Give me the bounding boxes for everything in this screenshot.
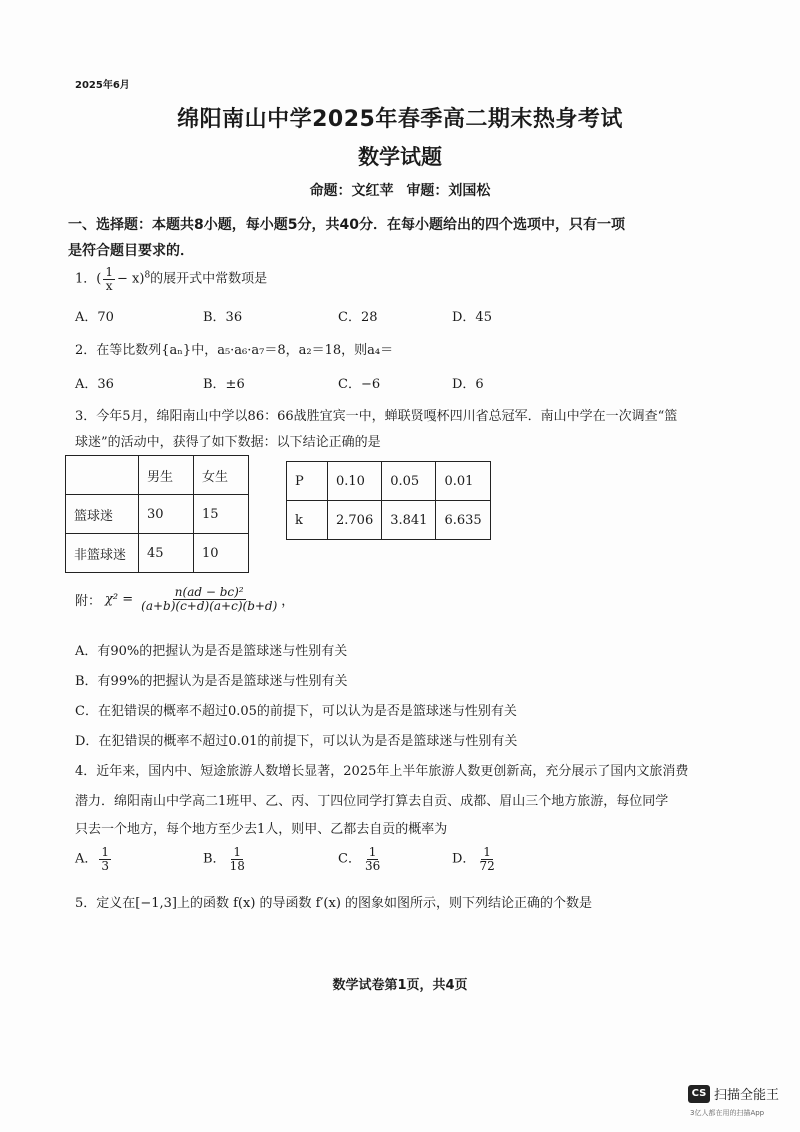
question-4-line1: 4．近年来，国内中、短途旅游人数增长显著，2025年上半年旅游人数更创新高，充分展示了国内文旅消费 xyxy=(75,764,689,779)
q4-option-d: D． $\frac{1}{72}$ xyxy=(452,845,495,873)
q1-option-a: A．70 xyxy=(75,310,114,325)
formula-label: 附： xyxy=(75,593,102,609)
table-cell: 0.05 xyxy=(382,462,436,501)
table-row xyxy=(287,462,491,501)
q1-option-d: D．45 xyxy=(452,310,492,325)
q2-option-c: C．−6 xyxy=(338,377,381,392)
table-cell: 15 xyxy=(194,495,249,534)
table-cell: 男生 xyxy=(139,456,194,495)
table-cell: 3.841 xyxy=(382,501,436,540)
section-heading-line1: 一、选择题：本题共8小题，每小题5分，共40分．在每小题给出的四个选项中，只有一项 xyxy=(68,217,625,233)
table-cell: 非篮球迷 xyxy=(66,534,139,573)
setter: 命题：文红苹 xyxy=(309,183,394,199)
table-cell: 0.10 xyxy=(328,462,382,501)
question-1: 1．( $\frac{1}{x}$ − x)$^8$的展开式中常数项是 xyxy=(75,265,268,293)
q1-expr: − x) xyxy=(117,271,145,287)
chi-square-formula: 附： χ² = $\frac{\text{n(ad − bc)²}}{(a+b)(c+d)(a+c)(b+d)}$ ， xyxy=(75,585,295,613)
reviewer: 审题：刘国松 xyxy=(406,183,491,199)
question-2: 2．在等比数列{aₙ}中，a₅·a₆·a₇＝8，a₂＝18，则a₄＝ xyxy=(75,343,394,358)
q4-option-a: A． $\frac{1}{3}$ xyxy=(75,845,110,873)
q2-option-b: B．±6 xyxy=(203,377,245,392)
exam-subject: 数学试题 xyxy=(358,145,442,169)
table-cell: P xyxy=(287,462,328,501)
cs-logo-icon: CS xyxy=(688,1085,710,1103)
exam-authors xyxy=(0,180,800,200)
exam-title: 绵阳南山中学2025年春季高二期末热身考试 xyxy=(177,107,623,132)
question-5: 5．定义在[−1,3]上的函数 f(x) 的导函数 f′(x) 的图象如图所示，则下列结论正确的个数是 xyxy=(75,896,593,911)
q4-option-b: B． $\frac{1}{18}$ xyxy=(203,845,245,873)
table-cell: 10 xyxy=(194,534,249,573)
gender-fan-table xyxy=(65,455,249,573)
q3-option-c: C．在犯错误的概率不超过0.05的前提下，可以认为是否是篮球迷与性别有关 xyxy=(75,704,517,719)
q3-option-d: D．在犯错误的概率不超过0.01的前提下，可以认为是否是篮球迷与性别有关 xyxy=(75,734,518,749)
critical-value-table xyxy=(286,461,491,540)
table-cell: 2.706 xyxy=(328,501,382,540)
table-row xyxy=(66,534,249,573)
table-cell: 篮球迷 xyxy=(66,495,139,534)
table-cell: 30 xyxy=(139,495,194,534)
question-4-line2: 潜力．绵阳南山中学高二1班甲、乙、丙、丁四位同学打算去自贡、成都、眉山三个地方旅游，每位同学 xyxy=(75,794,669,809)
q2-option-a: A．36 xyxy=(75,377,114,392)
scanner-name: 扫描全能王 xyxy=(714,1088,780,1103)
question-4-line3: 只去一个地方，每个地方至少去1人，则甲、乙都去自贡的概率为 xyxy=(75,822,448,837)
table-row xyxy=(66,495,249,534)
q1-power: 8 xyxy=(144,270,151,281)
q1-option-b: B．36 xyxy=(203,310,243,325)
table-row xyxy=(66,456,249,495)
q3-option-b: B．有99%的把握认为是否是篮球迷与性别有关 xyxy=(75,674,348,689)
scanner-watermark xyxy=(688,1084,779,1103)
table-row xyxy=(287,501,491,540)
formula-fraction: $\frac{\text{n(ad − bc)²}}{(a+b)(c+d)(a+c)(b+d)}$ xyxy=(141,585,278,613)
table-cell xyxy=(66,456,139,495)
q3-option-a: A．有90%的把握认为是否是篮球迷与性别有关 xyxy=(75,644,348,659)
table-cell: k xyxy=(287,501,328,540)
question-3-line2: 球迷”的活动中，获得了如下数据：以下结论正确的是 xyxy=(75,435,381,450)
table-cell: 0.01 xyxy=(436,462,490,501)
exam-date: 2025年6月 xyxy=(75,80,130,91)
q1-number: 1． xyxy=(75,271,97,287)
q4-option-c: C． $\frac{1}{36}$ xyxy=(338,845,381,873)
q1-option-c: C．28 xyxy=(338,310,378,325)
table-cell: 45 xyxy=(139,534,194,573)
q1-text: 的展开式中常数项是 xyxy=(150,271,268,287)
q1-fraction: $\frac{1}{x}$ xyxy=(105,265,113,293)
table-cell: 女生 xyxy=(194,456,249,495)
page-footer: 数学试卷第1页，共4页 xyxy=(332,978,468,993)
table-cell: 6.635 xyxy=(436,501,490,540)
scanner-tagline: 3亿人都在用的扫描App xyxy=(690,1109,765,1117)
question-3-line1: 3．今年5月，绵阳南山中学以86：66战胜宜宾一中，蝉联贤嘎杯四川省总冠军．南山中学在一次调查“篮 xyxy=(75,409,678,424)
section-heading-line2: 是符合题目要求的． xyxy=(68,243,194,259)
q2-option-d: D．6 xyxy=(452,377,484,392)
formula-lhs: χ² = xyxy=(105,591,134,607)
